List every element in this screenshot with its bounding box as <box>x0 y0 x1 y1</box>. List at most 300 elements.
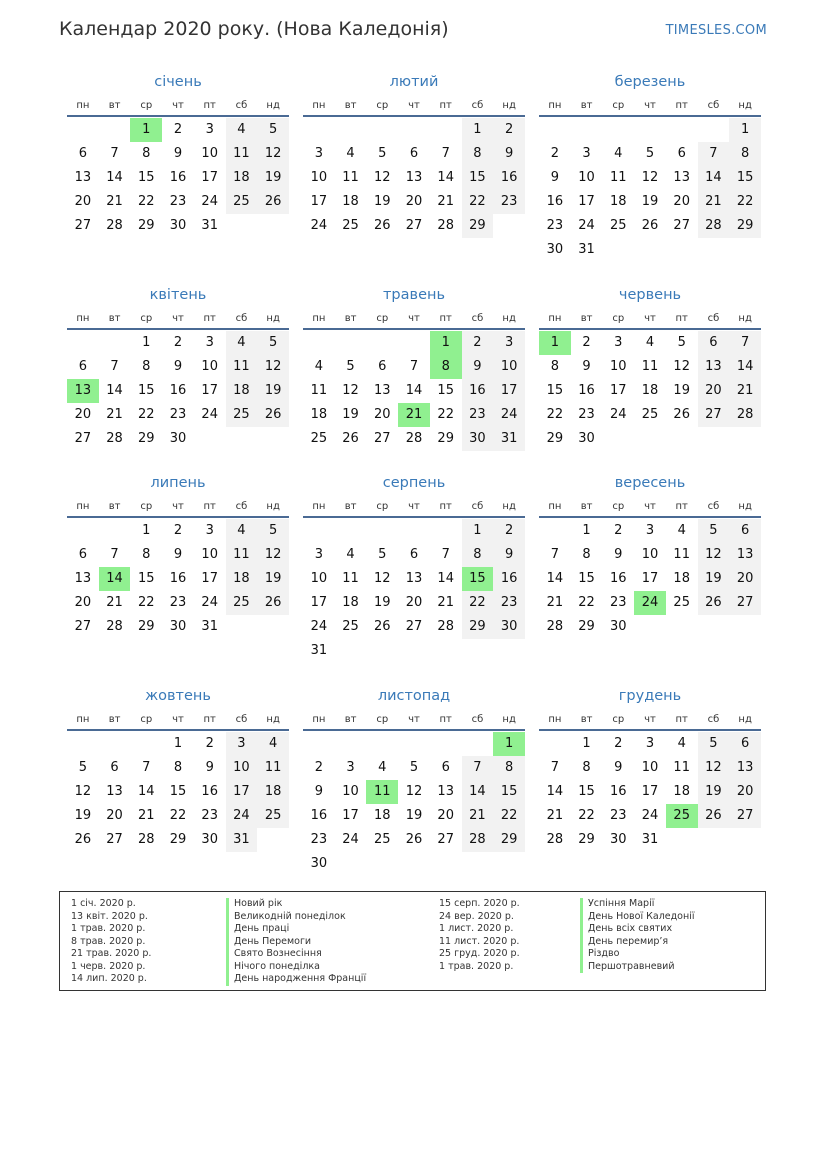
day-cell: 29 <box>138 431 155 446</box>
empty-cell <box>602 118 634 142</box>
holiday-entry: 11 лист. 2020 р. <box>439 935 520 947</box>
day-cell: 2 <box>493 118 525 142</box>
day-cell: 28 <box>698 214 730 238</box>
day-cell: 6 <box>78 547 87 562</box>
day-cell: 17 <box>610 383 627 398</box>
month-2 <box>303 72 525 238</box>
day-cell: 19 <box>257 379 289 403</box>
day-cell: 28 <box>437 619 454 634</box>
weekday-header: чт <box>398 498 430 518</box>
day-cell: 24 <box>310 619 328 634</box>
day-cell: 31 <box>310 643 328 658</box>
day-cell: 27 <box>374 431 391 446</box>
day-cell: 26 <box>257 190 289 214</box>
weekday-header: чт <box>162 97 194 117</box>
day-cell: 21 <box>698 190 730 214</box>
day-cell: 19 <box>405 808 423 823</box>
day-cell: 9 <box>493 543 525 567</box>
day-cell: 28 <box>546 832 564 847</box>
empty-cell <box>539 732 571 756</box>
day-cell: 18 <box>226 379 258 403</box>
day-cell: 20 <box>405 595 423 610</box>
day-cell: 12 <box>698 756 730 780</box>
empty-cell <box>666 118 698 142</box>
day-cell: 17 <box>641 571 659 586</box>
weekday-header: ср <box>130 97 162 117</box>
day-cell: 16 <box>610 571 627 586</box>
day-cell: 21 <box>437 595 454 610</box>
day-cell: 15 <box>138 383 155 398</box>
day-cell: 1 <box>539 331 571 355</box>
weekday-header: пт <box>430 97 462 117</box>
day-cell: 2 <box>582 335 591 350</box>
day-cell: 25 <box>610 218 627 233</box>
day-cell: 19 <box>641 194 659 209</box>
day-cell: 21 <box>398 403 430 427</box>
weekday-header: нд <box>257 498 289 518</box>
site-link[interactable]: TIMESLES.COM <box>665 23 767 38</box>
weekday-header: вт <box>335 97 367 117</box>
holiday-entry: 25 груд. 2020 р. <box>439 948 520 959</box>
day-cell: 8 <box>173 760 183 775</box>
day-cell: 24 <box>610 407 627 422</box>
weekday-header: пт <box>666 498 698 518</box>
weekday-header: ср <box>602 711 634 731</box>
day-cell: 9 <box>173 146 183 161</box>
day-cell: 15 <box>169 784 187 799</box>
day-cell: 6 <box>409 547 419 562</box>
empty-cell <box>99 331 131 355</box>
day-cell: 16 <box>201 784 218 799</box>
month-9 <box>539 473 761 639</box>
day-cell: 5 <box>677 335 686 350</box>
empty-cell <box>335 331 367 355</box>
day-cell: 10 <box>493 355 525 379</box>
day-cell: 3 <box>493 331 525 355</box>
day-cell: 11 <box>342 170 359 185</box>
day-cell: 28 <box>106 619 123 634</box>
day-cell: 16 <box>169 383 187 398</box>
weekday-header: сб <box>462 711 494 731</box>
weekday-header: вт <box>335 711 367 731</box>
day-cell: 24 <box>310 218 328 233</box>
day-cell: 25 <box>673 595 690 610</box>
day-cell: 10 <box>226 756 258 780</box>
day-cell: 10 <box>310 170 328 185</box>
day-cell: 29 <box>462 615 494 639</box>
day-cell: 8 <box>582 547 591 562</box>
day-cell: 10 <box>201 359 218 374</box>
weekday-header: чт <box>398 310 430 330</box>
day-cell: 5 <box>378 146 387 161</box>
day-cell: 14 <box>729 355 761 379</box>
day-cell: 12 <box>698 543 730 567</box>
day-cell: 22 <box>169 808 187 823</box>
day-cell: 22 <box>493 804 525 828</box>
day-cell: 27 <box>729 591 761 615</box>
day-cell: 29 <box>493 828 525 852</box>
day-cell: 5 <box>409 760 419 775</box>
day-cell: 11 <box>673 547 690 562</box>
day-cell: 10 <box>201 547 218 562</box>
empty-cell <box>67 519 99 543</box>
day-cell: 14 <box>138 784 155 799</box>
day-cell: 23 <box>578 407 595 422</box>
day-cell: 28 <box>729 403 761 427</box>
day-cell: 30 <box>169 218 187 233</box>
day-cell: 31 <box>493 427 525 451</box>
month-name: серпень <box>382 475 446 491</box>
weekday-header: нд <box>493 97 525 117</box>
holiday-entry: Першотравневий <box>580 961 694 974</box>
weekday-header: пт <box>666 711 698 731</box>
day-cell: 3 <box>314 547 323 562</box>
day-cell: 20 <box>673 194 690 209</box>
weekday-header: чт <box>398 711 430 731</box>
day-cell: 6 <box>441 760 450 775</box>
holiday-list <box>59 891 766 991</box>
day-cell: 2 <box>550 146 559 161</box>
day-cell: 27 <box>729 804 761 828</box>
day-cell: 24 <box>342 832 359 847</box>
day-cell: 19 <box>257 166 289 190</box>
day-cell: 17 <box>342 808 359 823</box>
day-cell: 7 <box>142 760 151 775</box>
day-cell: 11 <box>342 571 359 586</box>
day-cell: 13 <box>405 170 423 185</box>
day-cell: 1 <box>582 736 591 751</box>
day-cell: 14 <box>405 383 423 398</box>
day-cell: 1 <box>462 118 494 142</box>
empty-cell <box>539 118 571 142</box>
day-cell: 16 <box>310 808 328 823</box>
day-cell: 16 <box>578 383 595 398</box>
day-cell: 30 <box>201 832 218 847</box>
day-cell: 25 <box>666 804 698 828</box>
day-cell: 7 <box>441 146 450 161</box>
day-cell: 22 <box>578 595 595 610</box>
day-cell: 14 <box>106 170 123 185</box>
day-cell: 21 <box>138 808 155 823</box>
weekday-header: пт <box>666 97 698 117</box>
weekday-header: вт <box>571 97 603 117</box>
day-cell: 8 <box>462 142 494 166</box>
day-cell: 9 <box>550 170 559 185</box>
day-cell: 29 <box>578 832 595 847</box>
day-cell: 19 <box>374 194 391 209</box>
month-name: лютий <box>389 74 439 90</box>
day-cell: 12 <box>673 359 690 374</box>
day-cell: 5 <box>698 519 730 543</box>
weekday-header: ср <box>602 97 634 117</box>
day-cell: 23 <box>201 808 218 823</box>
day-cell: 23 <box>610 808 627 823</box>
day-cell: 8 <box>729 142 761 166</box>
holiday-entry: День праці <box>226 923 366 936</box>
day-cell: 29 <box>462 214 494 238</box>
day-cell: 8 <box>493 756 525 780</box>
day-cell: 7 <box>409 359 419 374</box>
weekday-header: чт <box>162 498 194 518</box>
day-cell: 24 <box>201 595 218 610</box>
day-cell: 29 <box>138 218 155 233</box>
day-cell: 2 <box>462 331 494 355</box>
month-4 <box>67 285 289 451</box>
holiday-entry: Новий рік <box>226 898 366 911</box>
day-cell: 4 <box>677 523 686 538</box>
day-cell: 24 <box>226 804 258 828</box>
day-cell: 10 <box>578 170 595 185</box>
day-cell: 6 <box>698 331 730 355</box>
holiday-entry: День всіх святих <box>580 923 694 936</box>
day-cell: 25 <box>257 804 289 828</box>
empty-cell <box>335 732 367 756</box>
day-cell: 1 <box>493 732 525 756</box>
weekday-header: пн <box>303 498 335 518</box>
weekday-header: сб <box>226 97 258 117</box>
day-cell: 24 <box>493 403 525 427</box>
day-cell: 23 <box>610 595 627 610</box>
day-cell: 30 <box>610 832 627 847</box>
day-cell: 16 <box>610 784 627 799</box>
day-cell: 21 <box>546 808 564 823</box>
weekday-header: сб <box>226 711 258 731</box>
day-cell: 26 <box>698 591 730 615</box>
empty-cell <box>698 118 730 142</box>
weekday-header: ср <box>602 498 634 518</box>
day-cell: 3 <box>645 523 655 538</box>
weekday-header: пн <box>303 97 335 117</box>
day-cell: 27 <box>673 218 690 233</box>
day-cell: 23 <box>546 218 564 233</box>
day-cell: 4 <box>346 146 355 161</box>
day-cell: 13 <box>729 543 761 567</box>
day-cell: 6 <box>378 359 387 374</box>
day-cell: 6 <box>677 146 686 161</box>
day-cell: 4 <box>645 335 655 350</box>
weekday-header: вт <box>99 97 131 117</box>
weekday-header: сб <box>698 310 730 330</box>
day-cell: 3 <box>205 122 214 137</box>
day-cell: 13 <box>437 784 454 799</box>
day-cell: 3 <box>614 335 623 350</box>
day-cell: 29 <box>729 214 761 238</box>
day-cell: 13 <box>698 355 730 379</box>
month-name: червень <box>618 287 682 303</box>
weekday-header: вт <box>571 498 603 518</box>
day-cell: 9 <box>582 359 591 374</box>
day-cell: 20 <box>74 595 92 610</box>
day-cell: 21 <box>462 804 494 828</box>
weekday-header: ср <box>130 711 162 731</box>
empty-cell <box>398 331 430 355</box>
weekday-header: ср <box>130 498 162 518</box>
weekday-header: нд <box>493 711 525 731</box>
holiday-entry: 1 січ. 2020 р. <box>71 898 136 909</box>
weekday-header: чт <box>398 97 430 117</box>
day-cell: 26 <box>641 218 659 233</box>
weekday-header: пт <box>430 310 462 330</box>
day-cell: 2 <box>173 523 183 538</box>
day-cell: 28 <box>405 431 423 446</box>
empty-cell <box>366 331 398 355</box>
day-cell: 18 <box>342 194 359 209</box>
day-cell: 9 <box>614 760 623 775</box>
day-cell: 27 <box>405 218 423 233</box>
weekday-header: пн <box>67 310 99 330</box>
day-cell: 20 <box>374 407 391 422</box>
day-cell: 18 <box>226 166 258 190</box>
day-cell: 2 <box>314 760 323 775</box>
day-cell: 4 <box>677 736 686 751</box>
month-3 <box>539 72 761 262</box>
weekday-header: пн <box>539 310 571 330</box>
day-cell: 18 <box>310 407 328 422</box>
day-cell: 4 <box>226 118 258 142</box>
holiday-entry: 21 трав. 2020 р. <box>71 948 152 959</box>
empty-cell <box>634 118 666 142</box>
weekday-header: чт <box>634 97 666 117</box>
weekday-header: вт <box>335 310 367 330</box>
day-cell: 10 <box>641 547 659 562</box>
weekday-header: пн <box>67 97 99 117</box>
empty-cell <box>303 118 335 142</box>
month-name: листопад <box>377 688 451 704</box>
day-cell: 4 <box>614 146 623 161</box>
day-cell: 23 <box>169 407 187 422</box>
day-cell: 26 <box>257 591 289 615</box>
day-cell: 9 <box>314 784 323 799</box>
day-cell: 20 <box>74 407 92 422</box>
month-name: грудень <box>618 688 682 704</box>
holiday-entry: Нічого понеділка <box>226 961 366 974</box>
day-cell: 1 <box>173 736 183 751</box>
day-cell: 11 <box>310 383 328 398</box>
day-cell: 15 <box>729 166 761 190</box>
day-cell: 23 <box>169 194 187 209</box>
weekday-header: чт <box>162 711 194 731</box>
weekday-header: вт <box>335 498 367 518</box>
day-cell: 19 <box>673 383 690 398</box>
day-cell: 14 <box>546 571 564 586</box>
day-cell: 18 <box>641 383 659 398</box>
day-cell: 2 <box>614 736 623 751</box>
holiday-entry: 14 лип. 2020 р. <box>71 973 147 984</box>
empty-cell <box>430 732 462 756</box>
day-cell: 17 <box>310 595 328 610</box>
month-7 <box>67 473 289 639</box>
day-cell: 30 <box>610 619 627 634</box>
weekday-header: вт <box>571 310 603 330</box>
day-cell: 1 <box>430 331 462 355</box>
day-cell: 12 <box>374 571 391 586</box>
day-cell: 19 <box>374 595 391 610</box>
day-cell: 19 <box>74 808 92 823</box>
day-cell: 29 <box>138 619 155 634</box>
weekday-header: ср <box>366 97 398 117</box>
day-cell: 8 <box>462 543 494 567</box>
weekday-header: вт <box>99 310 131 330</box>
empty-cell <box>366 118 398 142</box>
day-cell: 22 <box>437 407 454 422</box>
day-cell: 26 <box>257 403 289 427</box>
day-cell: 6 <box>729 732 761 756</box>
weekday-header: нд <box>257 310 289 330</box>
day-cell: 17 <box>310 194 328 209</box>
day-cell: 17 <box>578 194 595 209</box>
day-cell: 2 <box>173 122 183 137</box>
month-name: вересень <box>614 475 686 491</box>
day-cell: 26 <box>405 832 423 847</box>
day-cell: 18 <box>226 567 258 591</box>
weekday-header: сб <box>698 498 730 518</box>
weekday-header: сб <box>226 498 258 518</box>
day-cell: 11 <box>610 170 627 185</box>
day-cell: 20 <box>106 808 123 823</box>
day-cell: 5 <box>78 760 87 775</box>
holiday-names-right <box>580 898 694 973</box>
day-cell: 25 <box>226 190 258 214</box>
holiday-entry: 1 трав. 2020 р. <box>71 923 146 934</box>
day-cell: 4 <box>226 331 258 355</box>
weekday-header: нд <box>257 97 289 117</box>
day-cell: 17 <box>201 170 218 185</box>
day-cell: 10 <box>342 784 359 799</box>
empty-cell <box>571 118 603 142</box>
month-5 <box>303 285 525 451</box>
day-cell: 14 <box>462 780 494 804</box>
day-cell: 7 <box>550 760 559 775</box>
day-cell: 24 <box>578 218 595 233</box>
empty-cell <box>67 331 99 355</box>
day-cell: 1 <box>142 335 151 350</box>
day-cell: 27 <box>698 403 730 427</box>
weekday-header: пт <box>194 498 226 518</box>
weekday-header: сб <box>462 498 494 518</box>
weekday-header: пн <box>67 711 99 731</box>
day-cell: 8 <box>582 760 591 775</box>
holiday-entry: Різдво <box>580 948 694 961</box>
holiday-entry: 13 квіт. 2020 р. <box>71 910 148 922</box>
weekday-header: чт <box>634 310 666 330</box>
holiday-entry: 1 черв. 2020 р. <box>71 960 146 972</box>
day-cell: 30 <box>493 615 525 639</box>
month-12 <box>539 686 761 852</box>
day-cell: 17 <box>226 780 258 804</box>
day-cell: 13 <box>106 784 123 799</box>
weekday-header: чт <box>634 711 666 731</box>
empty-cell <box>430 519 462 543</box>
day-cell: 14 <box>106 383 123 398</box>
day-cell: 8 <box>142 359 151 374</box>
day-cell: 10 <box>201 146 218 161</box>
weekday-header: сб <box>226 310 258 330</box>
empty-cell <box>366 519 398 543</box>
empty-cell <box>303 331 335 355</box>
day-cell: 4 <box>346 547 355 562</box>
day-cell: 3 <box>314 146 323 161</box>
empty-cell <box>366 732 398 756</box>
day-cell: 16 <box>493 166 525 190</box>
day-cell: 18 <box>342 595 359 610</box>
weekday-header: сб <box>462 97 494 117</box>
day-cell: 11 <box>226 543 258 567</box>
day-cell: 21 <box>106 194 123 209</box>
holiday-dates-right <box>439 898 520 973</box>
day-cell: 15 <box>578 784 595 799</box>
day-cell: 9 <box>173 547 183 562</box>
day-cell: 19 <box>698 780 730 804</box>
